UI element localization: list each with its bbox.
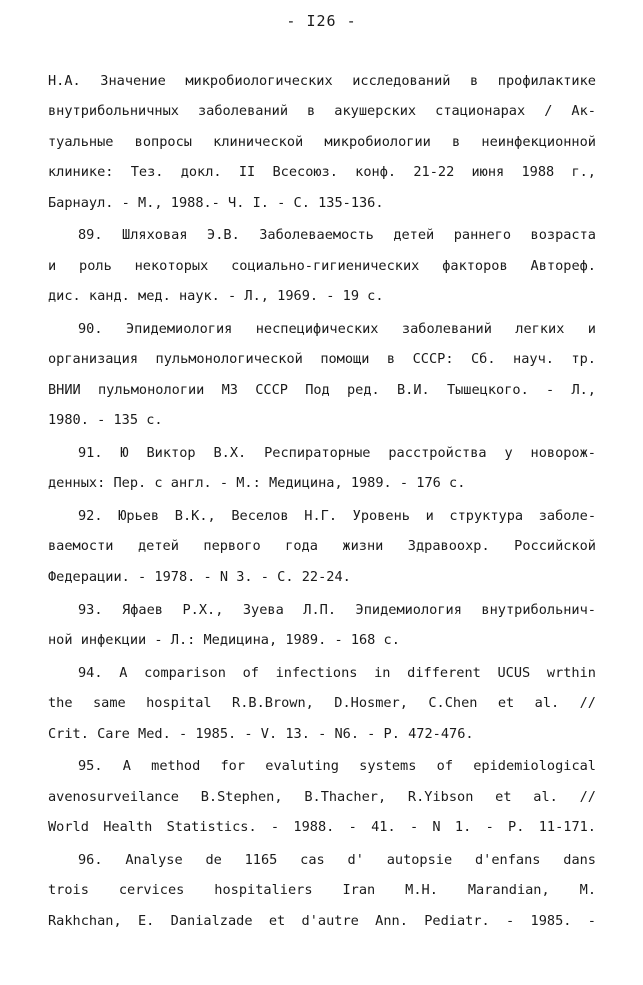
text-line: денных: Пер. с англ. - М.: Медицина, 1989. - 176 с. — [48, 475, 466, 492]
bibliography-entry — [48, 501, 596, 592]
text-line: и роль некоторых социально-гигиенических факторов Автореф. — [48, 257, 596, 274]
bibliography-entry — [48, 658, 596, 749]
text-line: туальные вопросы клинической микробиологии в неинфекционной — [48, 133, 596, 150]
bibliography-entry — [48, 595, 596, 656]
text-line: World Health Statistics. - 1988. - 41. - N 1. - P. 11-171. — [48, 819, 596, 836]
text-line: Crit. Care Med. - 1985. - V. 13. - N6. - P. 472-476. — [48, 725, 474, 742]
bibliography-entry — [48, 845, 596, 936]
text-line: 91. Ю Виктор В.Х. Респираторные расстройства у новорож- — [78, 444, 596, 461]
text-line: клинике: Тез. докл. II Всесоюз. конф. 21-22 июня 1988 г., — [48, 164, 596, 181]
bibliography-entry — [48, 751, 596, 842]
text-line: Н.А. Значение микробиологических исследований в профилактике — [48, 73, 596, 89]
text-line: Барнаул. - М., 1988.- Ч. I. - С. 135-136. — [48, 194, 384, 211]
text-line: trois cervices hospitaliers Iran M.H. Marandian, M. — [48, 882, 596, 899]
text-line: Федерации. - 1978. - N 3. - С. 22-24. — [48, 568, 351, 585]
text-line: 1980. - 135 с. — [48, 412, 163, 429]
text-line: ВНИИ пульмонологии МЗ СССР Под ред. В.И. Тышецкого. - Л., — [48, 381, 596, 398]
text-line: организация пульмонологической помощи в СССР: Сб. науч. тр. — [48, 351, 596, 368]
text-line: ной инфекции - Л.: Медицина, 1989. - 168 с. — [48, 631, 400, 648]
text-line: the same hospital R.B.Brown, D.Hosmer, C.Chen et al. // — [48, 695, 596, 712]
bibliography-entry — [48, 314, 596, 436]
text-line: 94. A comparison of infections in different UCUS wrthin — [78, 664, 596, 681]
text-line: 90. Эпидемиология неспецифических заболеваний легких и — [78, 320, 596, 337]
text-line: ваемости детей первого года жизни Здравоохр. Российской — [48, 538, 596, 555]
page-number: - I26 - — [286, 12, 357, 30]
text-line: 93. Яфаев Р.Х., Зуева Л.П. Эпидемиология внутрибольнич- — [78, 601, 596, 618]
bibliography-entry — [48, 220, 596, 311]
bibliography-entry — [48, 438, 596, 499]
text-line: 96. Analyse de 1165 cas d' autopsie d'enfans dans — [78, 851, 596, 868]
text-line: Rakhchan, E. Danialzade et d'autre Ann. Pediatr. - 1985. - — [48, 912, 596, 929]
bibliography-entry — [48, 66, 596, 218]
bibliography-list — [48, 66, 596, 936]
text-line: дис. канд. мед. наук. - Л., 1969. - 19 с. — [48, 288, 384, 305]
text-line: внутрибольничных заболеваний в акушерских стационарах / Ак- — [48, 103, 596, 120]
text-line: 95. A method for evaluting systems of epidemiological — [78, 758, 596, 775]
text-line: 92. Юрьев В.К., Веселов Н.Г. Уровень и структура заболе- — [78, 508, 596, 525]
text-line: avenosurveilance B.Stephen, B.Thacher, R.Yibson et al. // — [48, 788, 596, 805]
text-line: 89. Шляховая Э.В. Заболеваемость детей раннего возраста — [78, 227, 596, 244]
